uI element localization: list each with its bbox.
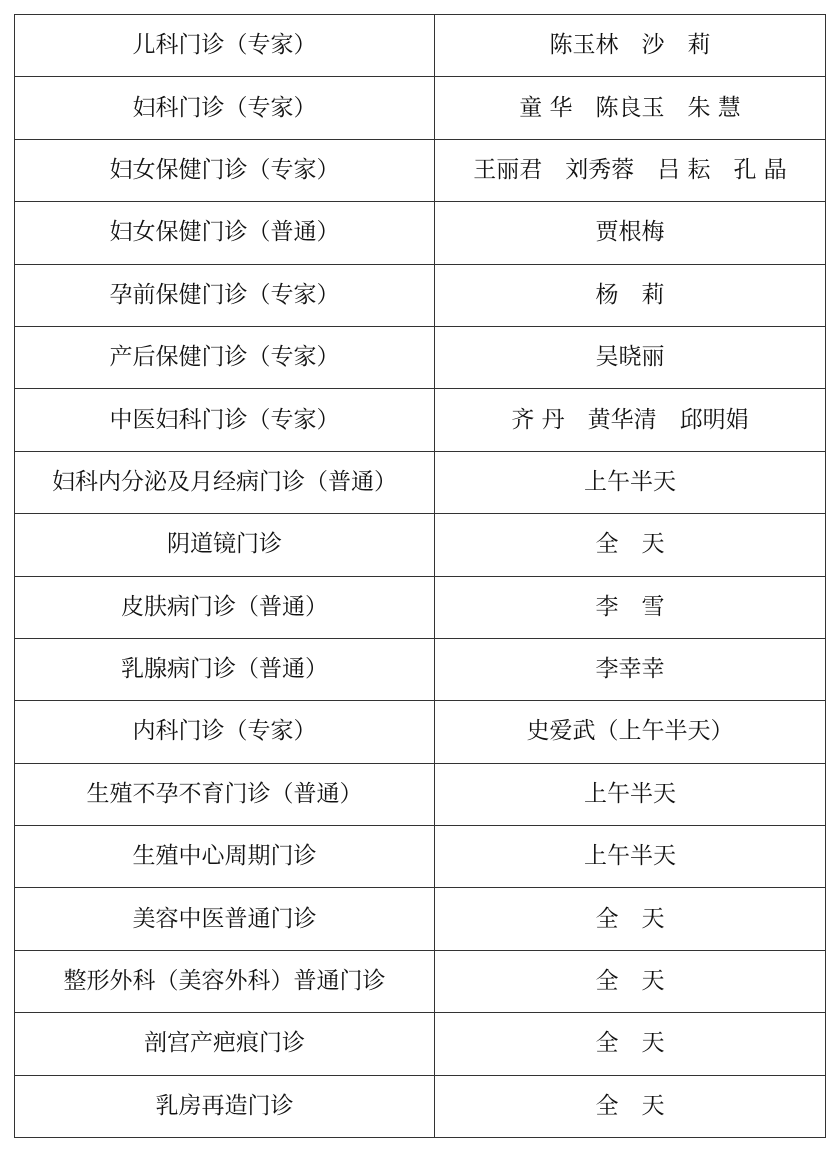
clinic-name: 妇科内分泌及月经病门诊（普通）: [15, 451, 435, 513]
clinic-doctors: 齐 丹 黄华清 邱明娟: [435, 389, 826, 451]
clinic-schedule-body: [15, 15, 826, 1138]
clinic-doctors: 全 天: [435, 888, 826, 950]
table-row: [15, 638, 826, 700]
table-row: [15, 326, 826, 388]
clinic-doctors: 贾根梅: [435, 202, 826, 264]
clinic-doctors: 全 天: [435, 950, 826, 1012]
table-row: [15, 514, 826, 576]
clinic-name: 中医妇科门诊（专家）: [15, 389, 435, 451]
clinic-name: 产后保健门诊（专家）: [15, 326, 435, 388]
clinic-doctors: 全 天: [435, 1075, 826, 1137]
table-row: [15, 763, 826, 825]
clinic-name: 内科门诊（专家）: [15, 701, 435, 763]
table-row: [15, 77, 826, 139]
table-row: [15, 1013, 826, 1075]
clinic-name: 美容中医普通门诊: [15, 888, 435, 950]
clinic-name: 生殖不孕不育门诊（普通）: [15, 763, 435, 825]
clinic-doctors: 李 雪: [435, 576, 826, 638]
clinic-doctors: 杨 莉: [435, 264, 826, 326]
clinic-doctors: 全 天: [435, 1013, 826, 1075]
clinic-name: 乳房再造门诊: [15, 1075, 435, 1137]
table-row: [15, 576, 826, 638]
clinic-doctors: 李幸幸: [435, 638, 826, 700]
table-row: [15, 202, 826, 264]
clinic-doctors: 上午半天: [435, 826, 826, 888]
clinic-schedule-table: [14, 14, 826, 1138]
table-row: [15, 264, 826, 326]
clinic-doctors: 上午半天: [435, 451, 826, 513]
clinic-doctors: 王丽君 刘秀蓉 吕 耘 孔 晶: [435, 139, 826, 201]
clinic-doctors: 陈玉林 沙 莉: [435, 15, 826, 77]
clinic-doctors: 童 华 陈良玉 朱 慧: [435, 77, 826, 139]
clinic-name: 儿科门诊（专家）: [15, 15, 435, 77]
table-row: [15, 1075, 826, 1137]
clinic-name: 妇女保健门诊（专家）: [15, 139, 435, 201]
clinic-doctors: 全 天: [435, 514, 826, 576]
table-row: [15, 139, 826, 201]
clinic-name: 整形外科（美容外科）普通门诊: [15, 950, 435, 1012]
table-row: [15, 15, 826, 77]
table-row: [15, 826, 826, 888]
table-row: [15, 451, 826, 513]
table-row: [15, 701, 826, 763]
clinic-doctors: 上午半天: [435, 763, 826, 825]
clinic-name: 阴道镜门诊: [15, 514, 435, 576]
table-row: [15, 389, 826, 451]
clinic-name: 孕前保健门诊（专家）: [15, 264, 435, 326]
clinic-name: 生殖中心周期门诊: [15, 826, 435, 888]
clinic-name: 皮肤病门诊（普通）: [15, 576, 435, 638]
clinic-doctors: 史爱武（上午半天）: [435, 701, 826, 763]
table-row: [15, 950, 826, 1012]
clinic-name: 妇女保健门诊（普通）: [15, 202, 435, 264]
clinic-name: 剖宫产疤痕门诊: [15, 1013, 435, 1075]
clinic-name: 妇科门诊（专家）: [15, 77, 435, 139]
clinic-name: 乳腺病门诊（普通）: [15, 638, 435, 700]
clinic-doctors: 吴晓丽: [435, 326, 826, 388]
table-row: [15, 888, 826, 950]
